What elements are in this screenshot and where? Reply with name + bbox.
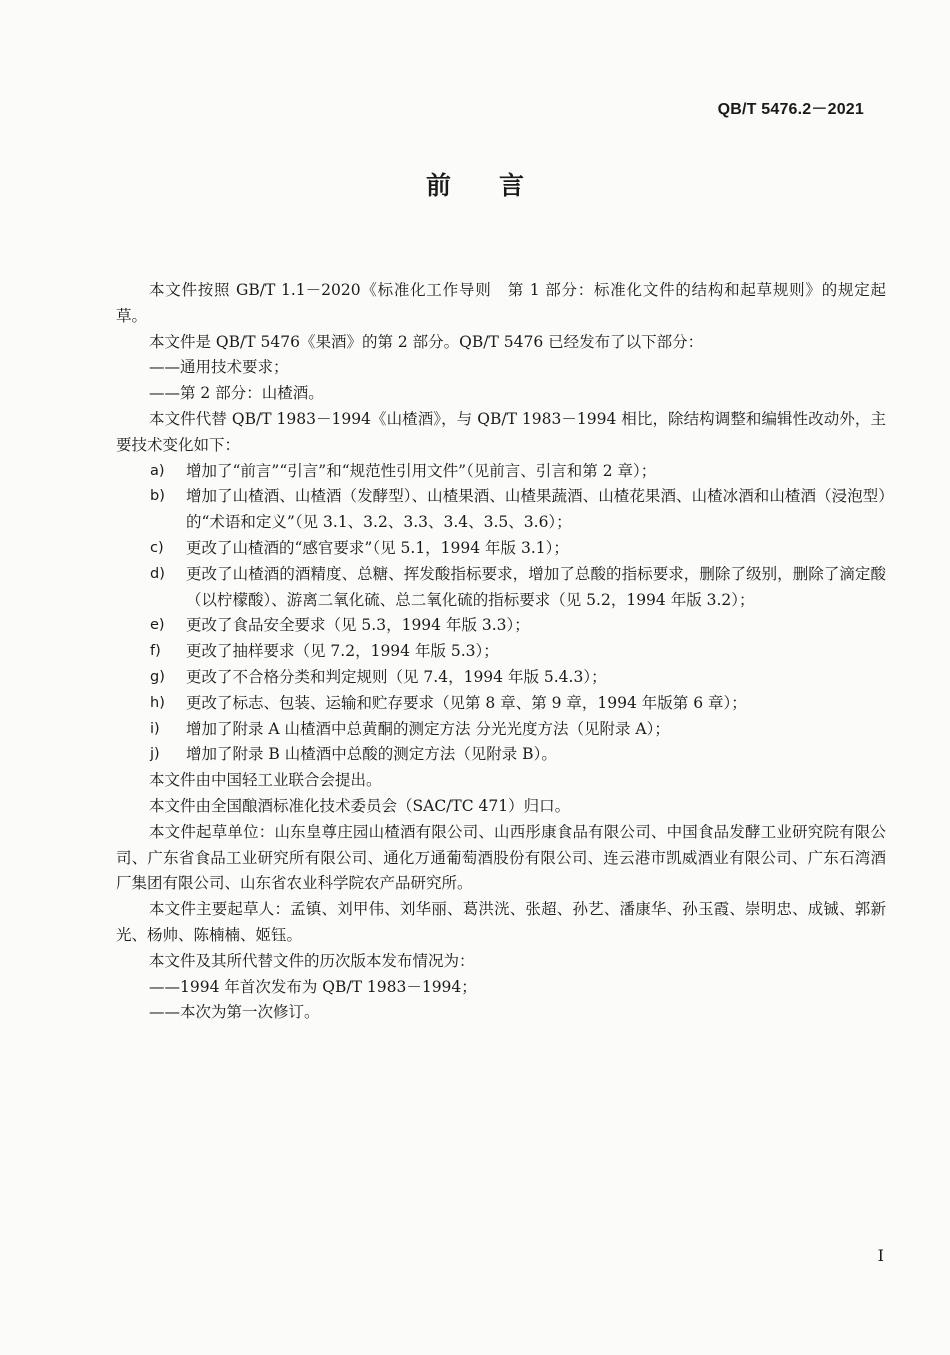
list-item [116, 562, 886, 614]
paragraph-drafting-units: 本文件起草单位：山东皇尊庄园山楂酒有限公司、山西彤康食品有限公司、中国食品发酵工业研究院有限公司、广东省食品工业研究所有限公司、通化万通葡萄酒股份有限公司、连云港市凯威酒业有限公司、广东石湾酒厂集团有限公司、山东省农业科学院农产品研究所。 [116, 822, 886, 893]
list-item-letter: g) [150, 668, 165, 685]
list-item-letter: f) [150, 643, 161, 660]
list-item [116, 459, 886, 485]
list-item-letter: b) [150, 488, 165, 505]
document-body [116, 278, 886, 1026]
list-item [116, 639, 886, 665]
list-item [116, 665, 886, 691]
paragraph-replacement: 本文件代替 QB/T 1983－1994《山楂酒》，与 QB/T 1983－1994 相比，除结构调整和编辑性改动外，主要技术变化如下： [116, 409, 886, 454]
list-item-letter: e) [150, 617, 165, 634]
part-list-item: ——第 2 部分：山楂酒。 [149, 384, 324, 403]
list-item-letter: i) [150, 720, 160, 737]
list-item [116, 484, 886, 536]
page-title: 前言 [425, 171, 572, 200]
list-item-letter: d) [150, 565, 165, 582]
part-list-item: ——通用技术要求； [149, 358, 289, 377]
history-item: ——1994 年首次发布为 QB/T 1983－1994； [149, 977, 477, 996]
page-number: I [877, 1246, 884, 1265]
list-item-text: 增加了附录 B 山楂酒中总酸的测定方法（见附录 B）。 [186, 745, 557, 764]
list-item-letter: a) [150, 462, 165, 479]
list-item-letter: h) [150, 694, 165, 711]
list-item-text: 增加了附录 A 山楂酒中总黄酮的测定方法 分光光度方法（见附录 A）； [186, 719, 670, 738]
paragraph-proposer: 本文件由中国轻工业联合会提出。 [149, 771, 382, 790]
list-item [116, 536, 886, 562]
list-item-text: 更改了食品安全要求（见 5.3，1994 年版 3.3）； [186, 616, 530, 635]
changes-list [116, 459, 886, 769]
list-item [116, 717, 886, 743]
list-item-text: 更改了不合格分类和判定规则（见 7.4，1994 年版 5.4.3）； [186, 667, 607, 686]
list-item [116, 691, 886, 717]
paragraph-series-parts: 本文件是 QB/T 5476《果酒》的第 2 部分。QB/T 5476 已经发布了以下部分： [149, 332, 704, 351]
paragraph-committee: 本文件由全国酿酒标准化技术委员会（SAC/TC 471）归口。 [149, 796, 571, 815]
list-item-letter: c) [150, 539, 164, 556]
list-item-text: 增加了山楂酒、山楂酒（发酵型）、山楂果酒、山楂果蔬酒、山楂花果酒、山楂冰酒和山楂酒（浸泡型）的“术语和定义”（见 3.1、3.2、3.3、3.4、3.5、3.6）； [186, 487, 886, 532]
paragraph-drafting-rules: 本文件按照 GB/T 1.1－2020《标准化工作导则 第 1 部分：标准化文件的结构和起草规则》的规定起草。 [116, 281, 886, 325]
list-item-letter: j) [150, 746, 160, 763]
paragraph-drafters: 本文件主要起草人：孟镇、刘甲伟、刘华丽、葛洪洸、张超、孙艺、潘康华、孙玉霞、崇明忠、成铖、郭新光、杨帅、陈楠楠、姬钰。 [116, 900, 886, 944]
list-item-text: 更改了标志、包装、运输和贮存要求（见第 8 章、第 9 章，1994 年版第 6 章）； [186, 693, 747, 712]
list-item [116, 613, 886, 639]
list-item-text: 更改了山楂酒的“感官要求”（见 5.1，1994 年版 3.1）； [186, 538, 569, 557]
list-item-text: 更改了抽样要求（见 7.2，1994 年版 5.3）； [186, 642, 499, 661]
list-item-text: 增加了“前言”“引言”和“规范性引用文件”（见前言、引言和第 2 章）； [186, 461, 657, 480]
history-item: ——本次为第一次修订。 [149, 1003, 320, 1022]
standard-code: QB/T 5476.2－2021 [717, 101, 864, 118]
paragraph-history-intro: 本文件及其所代替文件的历次版本发布情况为： [149, 951, 475, 970]
list-item-text: 更改了山楂酒的酒精度、总糖、挥发酸指标要求，增加了总酸的指标要求，删除了级别，删除了滴定酸（以柠檬酸）、游离二氧化硫、总二氧化硫的指标要求（见 5.2，1994 年版 3.2）； [186, 564, 886, 609]
list-item [116, 742, 886, 768]
